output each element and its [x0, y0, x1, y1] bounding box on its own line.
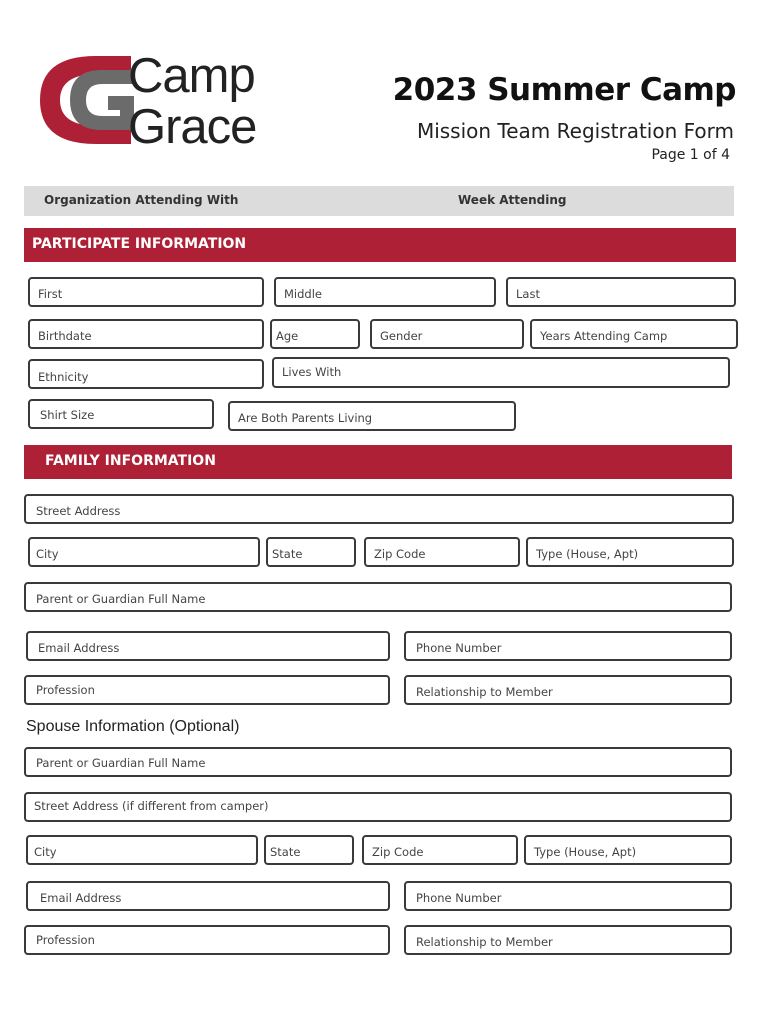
spouse-relationship-field[interactable]: Relationship to Member	[404, 925, 732, 955]
page-title: 2023 Summer Camp	[392, 72, 736, 108]
page-subtitle: Mission Team Registration Form	[416, 119, 734, 143]
organization-label: Organization Attending With	[44, 193, 239, 207]
spouse-state-field[interactable]: State	[264, 835, 354, 865]
first-name-field[interactable]: First	[28, 277, 264, 307]
spouse-type-field[interactable]: Type (House, Apt)	[524, 835, 732, 865]
family-street-field[interactable]: Street Address	[24, 494, 734, 524]
last-name-field[interactable]: Last	[506, 277, 736, 307]
lives-with-field[interactable]: Lives With	[272, 357, 730, 388]
spouse-profession-field[interactable]: Profession	[24, 925, 390, 955]
family-profession-field[interactable]: Profession	[24, 675, 390, 705]
parents-living-field[interactable]: Are Both Parents Living	[228, 401, 516, 431]
camp-grace-logo	[36, 48, 306, 152]
ethnicity-field[interactable]: Ethnicity	[28, 359, 264, 389]
family-section-header	[24, 445, 732, 479]
participant-section-header	[24, 228, 736, 262]
logo-word-grace: Grace	[128, 100, 257, 154]
attendance-bar	[24, 186, 734, 216]
spouse-zip-field[interactable]: Zip Code	[362, 835, 518, 865]
family-city-field[interactable]: City	[28, 537, 260, 567]
family-heading: FAMILY INFORMATION	[45, 453, 216, 469]
spouse-phone-field[interactable]: Phone Number	[404, 881, 732, 911]
family-type-field[interactable]: Type (House, Apt)	[526, 537, 734, 567]
family-zip-field[interactable]: Zip Code	[364, 537, 520, 567]
middle-name-field[interactable]: Middle	[274, 277, 496, 307]
family-phone-field[interactable]: Phone Number	[404, 631, 732, 661]
logo-word-camp: Camp	[128, 49, 255, 103]
participant-heading: PARTICIPATE INFORMATION	[32, 236, 247, 252]
gender-field[interactable]: Gender	[370, 319, 524, 349]
spouse-city-field[interactable]: City	[26, 835, 258, 865]
years-attending-field[interactable]: Years Attending Camp	[530, 319, 738, 349]
spouse-guardian-name-field[interactable]: Parent or Guardian Full Name	[24, 747, 732, 777]
family-email-field[interactable]: Email Address	[26, 631, 390, 661]
spouse-street-field[interactable]: Street Address (if different from camper)	[24, 792, 732, 822]
shirt-size-field[interactable]: Shirt Size	[28, 399, 214, 429]
week-label: Week Attending	[458, 193, 567, 207]
age-field[interactable]: Age	[270, 319, 360, 349]
page-number: Page 1 of 4	[651, 147, 730, 163]
family-state-field[interactable]: State	[266, 537, 356, 567]
family-relationship-field[interactable]: Relationship to Member	[404, 675, 732, 705]
birthdate-field[interactable]: Birthdate	[28, 319, 264, 349]
family-guardian-name-field[interactable]: Parent or Guardian Full Name	[24, 582, 732, 612]
spouse-section-heading: Spouse Information (Optional)	[26, 718, 240, 735]
spouse-email-field[interactable]: Email Address	[26, 881, 390, 911]
